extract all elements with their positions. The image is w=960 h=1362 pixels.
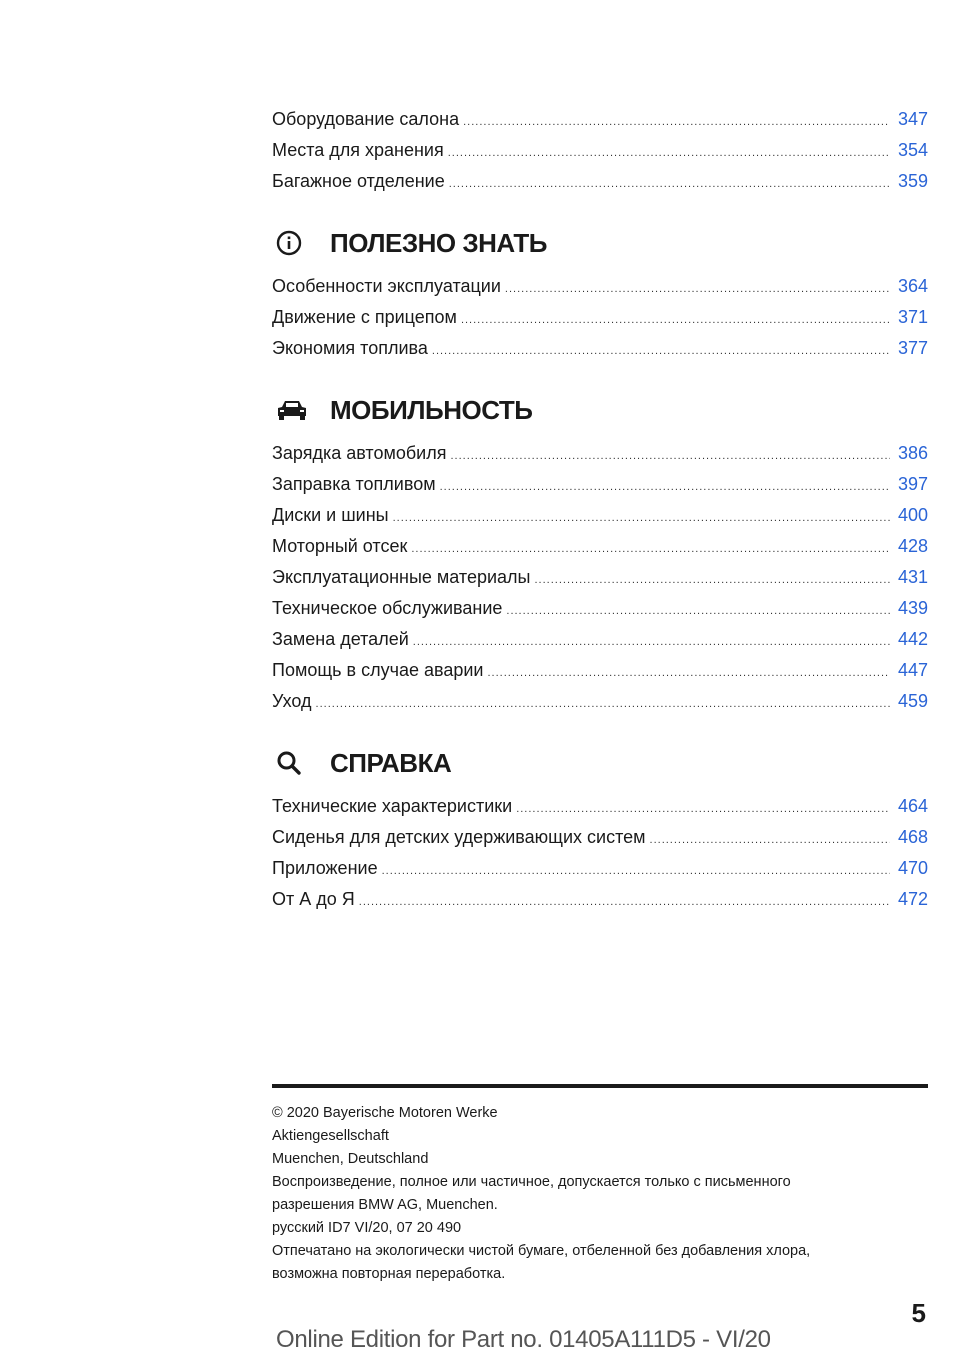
page-link[interactable]: 472 [897,889,928,909]
toc-entry[interactable] [272,438,928,469]
imprint-line: Aktiengesellschaft [272,1128,389,1144]
page-link[interactable]: 468 [897,827,928,847]
toc-entry-title: Технические характеристики [272,796,513,816]
toc-entry-title: Заправка топливом [272,474,436,494]
section-title: МОБИЛЬНОСТЬ [330,394,533,425]
toc-entry[interactable] [272,686,928,717]
table-of-contents [272,104,928,915]
section-header [272,223,928,263]
toc-entry[interactable] [272,562,928,593]
toc-entry[interactable] [272,655,928,686]
toc-entry-title: Диски и шины [272,505,389,525]
leader-dots [440,472,890,503]
page-link[interactable]: 470 [897,858,928,878]
section-title: СПРАВКА [330,747,452,778]
toc-entry[interactable] [272,104,928,135]
info-icon [276,229,308,257]
toc-section [272,223,928,364]
leader-dots [463,107,890,138]
page-link[interactable]: 400 [897,505,928,525]
leader-dots [506,596,890,627]
imprint-line: Отпечатано на экологически чистой бумаге, отбеленной без добавления хлора, [272,1243,811,1259]
toc-entry-title: Эксплуатационные материалы [272,567,531,587]
toc-entry-title: Техническое обслуживание [272,598,503,618]
toc-entry[interactable] [272,822,928,853]
toc-section [272,104,928,197]
leader-dots [382,856,890,887]
toc-entry[interactable] [272,469,928,500]
page-link[interactable]: 397 [897,474,928,494]
leader-dots [413,627,890,658]
leader-dots [393,503,890,534]
toc-entry-title: Места для хранения [272,140,444,160]
leader-dots [450,441,889,472]
toc-section [272,390,928,717]
leader-dots [432,336,890,367]
page-link[interactable]: 431 [897,567,928,587]
toc-entry[interactable] [272,333,928,364]
toc-entry-title: Экономия топлива [272,338,428,358]
section-header [272,390,928,430]
imprint-line: Воспроизведение, полное или частичное, допускается только с письменного [272,1174,791,1190]
imprint [272,1102,928,1286]
toc-entry[interactable] [272,135,928,166]
watermark: Online Edition for Part no. 01405A111D5 - VI/20 [276,1326,771,1353]
toc-entry[interactable] [272,884,928,915]
toc-entry[interactable] [272,624,928,655]
leader-dots [516,794,890,825]
toc-entry-title: Зарядка автомобиля [272,443,447,463]
toc-entry-title: Приложение [272,858,378,878]
imprint-line: возможна повторная переработка. [272,1266,506,1282]
page-link[interactable]: 447 [897,660,928,680]
page-link[interactable]: 428 [897,536,928,556]
toc-entry[interactable] [272,853,928,884]
toc-entry-title: Багажное отделение [272,171,445,191]
toc-entry[interactable] [272,302,928,333]
page-link[interactable]: 442 [897,629,928,649]
leader-dots [535,565,890,596]
imprint-line: © 2020 Bayerische Motoren Werke [272,1105,498,1121]
leader-dots [359,887,890,918]
page-link[interactable]: 459 [897,691,928,711]
imprint-line: Muenchen, Deutschland [272,1151,429,1167]
section-header [272,743,928,783]
page-link[interactable]: 371 [897,307,928,327]
toc-entry-title: Особенности эксплуатации [272,276,501,296]
leader-dots [488,658,890,689]
toc-entry-title: Движение с прицепом [272,307,457,327]
toc-entry[interactable] [272,791,928,822]
toc-entry[interactable] [272,500,928,531]
leader-dots [461,305,890,336]
toc-entry-title: Моторный отсек [272,536,408,556]
imprint-line: русский ID7 VI/20, 07 20 490 [272,1220,462,1236]
search-icon [276,749,308,777]
section-title: ПОЛЕЗНО ЗНАТЬ [330,227,547,258]
page-link[interactable]: 364 [897,276,928,296]
page-link[interactable]: 439 [897,598,928,618]
page-number: 5 [911,1298,926,1328]
toc-entry[interactable] [272,271,928,302]
toc-entry-title: Оборудование салона [272,109,460,129]
toc-section [272,743,928,915]
leader-dots [411,534,890,565]
toc-entry-title: От А до Я [272,889,355,909]
leader-dots [449,169,890,200]
leader-dots [505,274,890,305]
page-link[interactable]: 464 [897,796,928,816]
imprint-line: разрешения BMW AG, Muenchen. [272,1197,498,1213]
toc-entry-title: Уход [272,691,312,711]
toc-entry-title: Помощь в случае аварии [272,660,484,680]
page-link[interactable]: 347 [897,109,928,129]
leader-dots [448,138,890,169]
page-link[interactable]: 377 [897,338,928,358]
leader-dots [316,689,890,720]
footer-divider [272,1084,928,1088]
page-link[interactable]: 359 [897,171,928,191]
toc-entry[interactable] [272,166,928,197]
leader-dots [650,825,890,856]
page-link[interactable]: 354 [897,140,928,160]
toc-entry[interactable] [272,593,928,624]
toc-entry-title: Сиденья для детских удерживающих систем [272,827,646,847]
toc-entry-title: Замена деталей [272,629,409,649]
car-icon [276,396,308,424]
toc-entry[interactable] [272,531,928,562]
page-link[interactable]: 386 [897,443,928,463]
